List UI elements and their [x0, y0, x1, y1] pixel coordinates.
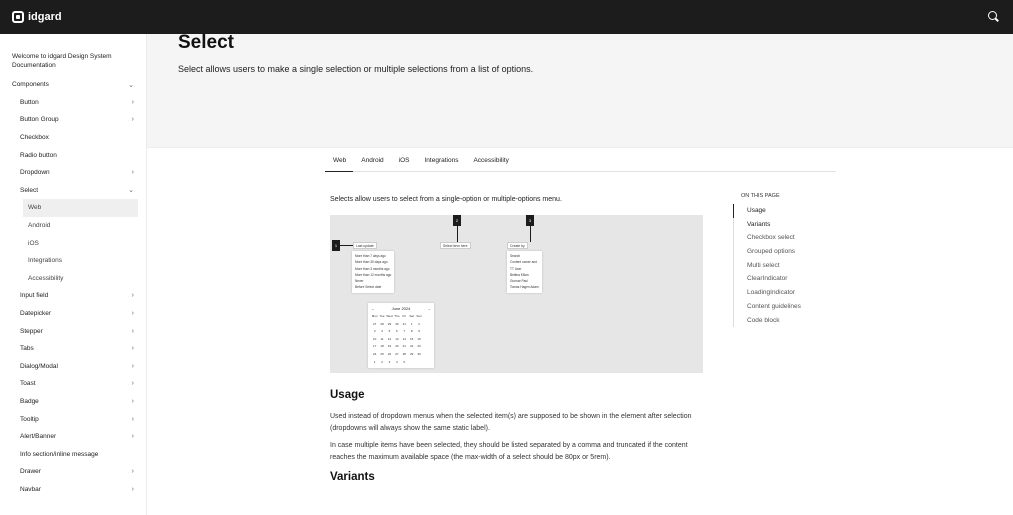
sidebar-item-alert-banner[interactable]: [12, 428, 138, 446]
sidebar-item-label: Tooltip: [20, 415, 39, 423]
calendar-date: 13: [395, 336, 399, 341]
menu-option: Bettina Kilian: [510, 272, 529, 277]
calendar-date: 15: [409, 336, 414, 341]
sidebar-item-drawer[interactable]: [12, 463, 138, 481]
sidebar-item-select[interactable]: [12, 182, 138, 200]
calendar-weekday: Thu: [394, 314, 400, 318]
chevron-down-icon: ⌄: [128, 187, 134, 195]
chevron-right-icon: ›: [131, 362, 134, 370]
menu-option: Tomas Hagen Adam: [510, 285, 539, 290]
annotation-line-3: [530, 226, 531, 242]
sidebar-item-label: Dropdown: [20, 169, 50, 177]
calendar-date: 8: [410, 329, 413, 334]
sidebar-item-label: Badge: [20, 397, 39, 405]
calendar-date: 27: [373, 321, 377, 326]
calendar-date: 1: [410, 321, 413, 326]
sidebar-item-label: Info section/inline message: [20, 450, 99, 458]
calendar-date: 22: [409, 344, 414, 349]
toc-item-variants[interactable]: Variants: [747, 220, 771, 228]
tab-web[interactable]: Web: [325, 152, 353, 172]
sidebar-item-info-section-inline-message[interactable]: [12, 445, 138, 463]
calendar-date: 21: [402, 344, 406, 349]
next-month-icon: →: [427, 306, 431, 311]
main-content: [330, 196, 705, 493]
platform-tabs: [325, 152, 836, 172]
chevron-right-icon: ›: [131, 169, 134, 177]
prev-month-icon: ←: [371, 306, 375, 311]
sidebar-item-web[interactable]: [23, 199, 138, 217]
calendar-date: 30: [417, 351, 421, 356]
sidebar-item-label: Radio button: [20, 151, 57, 159]
calendar-date: 10: [373, 336, 377, 341]
options-menu-users: [507, 251, 542, 293]
brand-name: idgard: [28, 11, 62, 23]
sidebar-item-integrations[interactable]: [12, 252, 138, 270]
sidebar-item-label: Button: [20, 98, 39, 106]
sidebar-item-label: Dialog/Modal: [20, 362, 58, 370]
sidebar-item-label: Android: [28, 222, 51, 230]
sidebar-item-label: Input field: [20, 292, 49, 300]
tab-accessibility[interactable]: Accessibility: [473, 157, 509, 164]
chevron-right-icon: ›: [131, 310, 134, 318]
sidebar-item-label: Web: [28, 204, 42, 212]
sidebar-item-radio-button[interactable]: [12, 146, 138, 164]
sidebar-welcome-link[interactable]: Welcome to idgard Design System Documentation: [12, 53, 112, 69]
sidebar-item-android[interactable]: [12, 217, 138, 235]
sidebar-item-label: Toast: [20, 380, 36, 388]
idgard-logo-icon: [12, 11, 24, 23]
calendar-date: 5: [388, 329, 391, 334]
sidebar-item-stepper[interactable]: [12, 322, 138, 340]
menu-option: Search: [510, 254, 521, 258]
sidebar-item-label: Tabs: [20, 345, 34, 353]
top-bar: [0, 0, 1013, 34]
usage-paragraph-1: Used instead of dropdown menus when the selected item(s) are supposed to be shown in the element after selection (dropdowns will always show the same static label).: [330, 413, 692, 432]
calendar-date: 19: [387, 344, 392, 349]
menu-option: TT User: [510, 266, 522, 271]
page-subtitle: Select allows users to make a single selection or multiple selections from a list of options.: [178, 64, 534, 74]
sidebar-item-dialog-modal[interactable]: [12, 358, 138, 376]
sidebar-item-label: Navbar: [20, 485, 41, 493]
page-header: [147, 34, 1013, 148]
calendar-date: 25: [380, 351, 384, 356]
calendar-date: 14: [402, 336, 406, 341]
select-item-placeholder: Select item here: [440, 242, 471, 249]
calendar-date: 12: [387, 336, 392, 341]
select-last-update: Last update: [353, 242, 377, 249]
chevron-right-icon: ›: [131, 327, 134, 335]
sidebar-item-tooltip[interactable]: [12, 410, 138, 428]
variants-heading: Variants: [330, 471, 375, 483]
sidebar-item-ios[interactable]: [12, 234, 138, 252]
calendar-date: 27: [395, 351, 399, 356]
usage-paragraph-2: In case multiple items have been selected, they should be listed separated by a comma and truncated if the content reaches the maximum available space (the max-width of a select should be 80px or 5rem).: [330, 442, 688, 461]
sidebar-item-checkbox[interactable]: [12, 129, 138, 147]
sidebar-item-components[interactable]: [12, 76, 138, 94]
sidebar-item-input-field[interactable]: [12, 287, 138, 305]
options-menu-dates: [352, 251, 394, 293]
chevron-down-icon: ⌄: [128, 81, 134, 89]
sidebar-item-label: iOS: [28, 239, 39, 247]
select-create-by: Create by: [507, 242, 528, 249]
calendar-date: 20: [395, 344, 399, 349]
toc-item-grouped-options[interactable]: Grouped options: [747, 248, 796, 256]
calendar-date: 31: [402, 321, 406, 326]
calendar-date: 2: [418, 321, 420, 326]
chevron-right-icon: ›: [131, 116, 134, 124]
toc-item-checkbox-select[interactable]: Checkbox select: [747, 234, 795, 242]
chevron-right-icon: ›: [131, 485, 134, 493]
annotation-line-1: [340, 245, 353, 246]
menu-option: More than 30 days ago: [355, 260, 388, 265]
calendar-date: 18: [380, 344, 384, 349]
toc-item-multi-select[interactable]: Multi select: [747, 261, 780, 269]
toc-item-usage[interactable]: Usage: [733, 204, 843, 218]
calendar-weekday: Mon: [371, 314, 378, 318]
brand-logo[interactable]: [12, 11, 62, 23]
annotation-marker-1: 1: [332, 240, 340, 251]
chevron-right-icon: ›: [131, 98, 134, 106]
calendar-date: 17: [373, 344, 377, 349]
toc-item-code-block[interactable]: Code block: [747, 316, 780, 324]
toc-item-clearindicator[interactable]: ClearIndicator: [747, 275, 788, 283]
sidebar-nav: [0, 34, 147, 515]
calendar-weekday: Sat: [409, 314, 414, 318]
menu-option: More than 12 months ago: [355, 272, 392, 277]
calendar-date: 23: [417, 344, 421, 349]
calendar-date: 2: [381, 359, 383, 364]
calendar-date: 5: [403, 359, 406, 364]
sidebar-item-badge[interactable]: [12, 393, 138, 411]
chevron-right-icon: ›: [131, 345, 134, 353]
calendar-date: 29: [409, 351, 414, 356]
menu-option: Gunnar Paul: [510, 279, 528, 284]
menu-option: More than 7 days ago: [355, 254, 386, 258]
intro-text: Selects allow users to select from a single-option or multiple-options menu.: [330, 196, 562, 203]
annotation-marker-3: 3: [526, 215, 534, 226]
sidebar-item-datepicker[interactable]: [12, 305, 138, 323]
menu-option: Content owner and: [510, 260, 537, 265]
calendar-month: June 2024: [391, 306, 411, 311]
sidebar-item-dropdown[interactable]: [12, 164, 138, 182]
sidebar-item-toast[interactable]: [12, 375, 138, 393]
toc-item-loadingindicator[interactable]: LoadingIndicator: [747, 289, 796, 297]
calendar-weekday: Sun: [416, 314, 422, 318]
annotation-line-2: [457, 226, 458, 242]
tab-android[interactable]: Android: [361, 157, 384, 164]
calendar-weekday: Tue: [379, 314, 385, 318]
chevron-right-icon: ›: [131, 415, 134, 423]
calendar-date: 28: [402, 351, 406, 356]
chevron-right-icon: ›: [131, 380, 134, 388]
sidebar-item-label: Drawer: [20, 468, 41, 476]
sidebar-item-button[interactable]: [12, 94, 138, 112]
calendar-date: 30: [395, 321, 399, 326]
usage-heading: Usage: [330, 389, 365, 401]
calendar-weekday: Wed: [386, 314, 393, 318]
page-title: Select: [178, 32, 234, 53]
chevron-right-icon: ›: [131, 397, 134, 405]
calendar-date: 1: [373, 359, 376, 364]
chevron-right-icon: ›: [131, 468, 134, 476]
datepicker-calendar: [368, 303, 434, 368]
sidebar-item-accessibility[interactable]: [12, 270, 138, 288]
sidebar-item-label: Select: [20, 186, 39, 194]
sidebar-item-label: Accessibility: [28, 274, 64, 282]
sidebar-item-label: Components: [12, 81, 49, 89]
calendar-date: 3: [373, 329, 376, 334]
calendar-grid: [371, 313, 431, 365]
toc-heading: ON THIS PAGE: [741, 193, 780, 199]
calendar-date: 7: [403, 329, 406, 334]
sidebar-item-button-group[interactable]: [12, 111, 138, 129]
menu-option: More than 3 months ago: [355, 266, 390, 271]
menu-option: Before Select date: [355, 285, 382, 290]
calendar-date: 26: [387, 351, 392, 356]
calendar-weekday: Fri: [402, 314, 406, 318]
calendar-date: 3: [388, 359, 391, 364]
sidebar-item-navbar[interactable]: [12, 481, 138, 499]
calendar-date: 28: [380, 321, 384, 326]
on-this-page: [733, 193, 843, 327]
calendar-date: 24: [373, 351, 377, 356]
calendar-date: 6: [396, 329, 398, 334]
sidebar-item-label: Stepper: [20, 327, 43, 335]
calendar-date: 9: [418, 329, 420, 334]
menu-option: Never: [355, 279, 364, 284]
sidebar-item-label: Integrations: [28, 257, 62, 265]
chevron-right-icon: ›: [131, 433, 134, 441]
calendar-date: 11: [380, 336, 384, 341]
sidebar-item-label: Alert/Banner: [20, 433, 57, 441]
toc-item-content-guidelines[interactable]: Content guidelines: [747, 302, 801, 310]
tab-integrations[interactable]: Integrations: [424, 157, 459, 164]
annotation-marker-2: 2: [453, 215, 461, 226]
sidebar-item-label: Checkbox: [20, 134, 49, 142]
calendar-date: 29: [387, 321, 392, 326]
search-icon[interactable]: [987, 10, 1001, 24]
sidebar-item-label: Button Group: [20, 116, 59, 124]
tab-ios[interactable]: iOS: [398, 157, 410, 164]
toc-list: [733, 204, 843, 327]
calendar-date: 4: [381, 329, 383, 334]
sidebar-item-label: Datepicker: [20, 310, 52, 318]
calendar-date: 4: [396, 359, 398, 364]
calendar-date: 16: [417, 336, 421, 341]
sidebar-item-tabs[interactable]: [12, 340, 138, 358]
select-illustration: [330, 215, 703, 373]
chevron-right-icon: ›: [131, 292, 134, 300]
